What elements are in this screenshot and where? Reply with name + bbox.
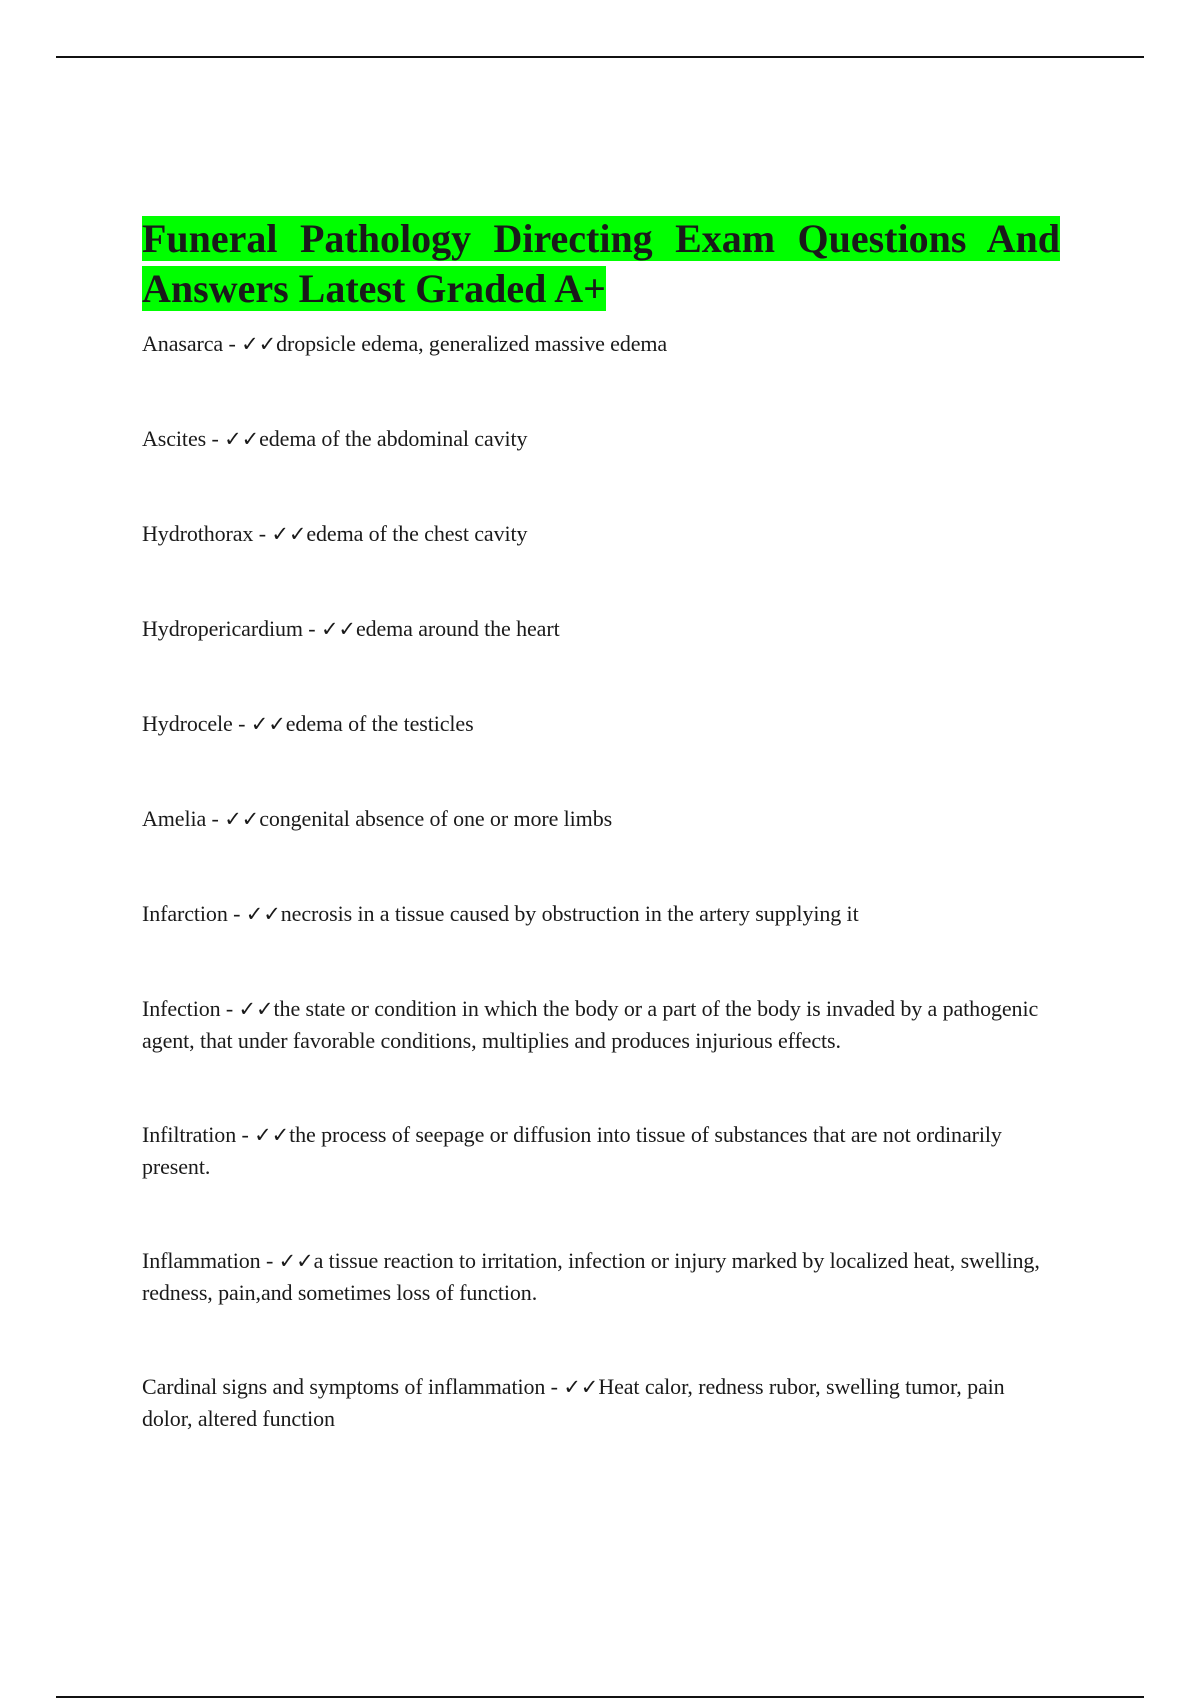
qa-definition: Heat calor, redness rubor, swelling tumor, pain dolor, altered function — [142, 1374, 1005, 1431]
qa-separator: - — [260, 1248, 279, 1273]
double-check-icon: ✓✓ — [245, 902, 281, 926]
double-check-icon: ✓✓ — [224, 427, 260, 451]
double-check-icon: ✓✓ — [563, 1375, 599, 1399]
qa-separator: - — [206, 806, 225, 831]
double-check-icon: ✓✓ — [250, 712, 286, 736]
qa-item — [142, 708, 1060, 740]
qa-term: Infection — [142, 996, 221, 1021]
qa-item — [142, 423, 1060, 455]
qa-term: Hydropericardium — [142, 616, 303, 641]
qa-separator: - — [232, 711, 251, 736]
qa-term: Anasarca — [142, 331, 224, 356]
qa-term: Amelia — [142, 806, 207, 831]
qa-separator: - — [302, 616, 321, 641]
top-rule — [56, 56, 1144, 58]
qa-item — [142, 518, 1060, 550]
qa-separator: - — [223, 331, 242, 356]
qa-item — [142, 328, 1060, 360]
double-check-icon: ✓✓ — [254, 1123, 290, 1147]
qa-definition: edema of the testicles — [285, 711, 474, 736]
document-title — [142, 214, 1060, 314]
qa-definition: edema around the heart — [355, 616, 560, 641]
document-body — [142, 214, 1060, 1497]
qa-term: Inflammation — [142, 1248, 261, 1273]
qa-item — [142, 1245, 1060, 1308]
qa-definition: edema of the chest cavity — [306, 521, 528, 546]
qa-term: Cardinal signs and symptoms of inflammation — [142, 1374, 546, 1399]
double-check-icon: ✓✓ — [241, 332, 277, 356]
qa-definition: the state or condition in which the body or a part of the body is invaded by a pathogenic agent, that under favorable conditions, multiplies and produces injurious effects. — [142, 996, 1039, 1053]
qa-separator: - — [227, 901, 246, 926]
qa-item — [142, 993, 1060, 1056]
double-check-icon: ✓✓ — [238, 997, 274, 1021]
qa-definition: edema of the abdominal cavity — [259, 426, 528, 451]
qa-separator: - — [253, 521, 272, 546]
double-check-icon: ✓✓ — [224, 807, 260, 831]
qa-list — [142, 328, 1060, 1434]
qa-item — [142, 1119, 1060, 1182]
qa-definition: a tissue reaction to irritation, infection or injury marked by localized heat, swelling, redness, pain,and sometimes loss of function. — [142, 1248, 1040, 1305]
qa-definition: congenital absence of one or more limbs — [259, 806, 613, 831]
title-highlight: Funeral Pathology Directing Exam Questions And Answers Latest Graded A+ — [142, 216, 1060, 311]
bottom-rule — [56, 1696, 1144, 1698]
qa-definition: the process of seepage or diffusion into tissue of substances that are not ordinarily present. — [142, 1122, 1002, 1179]
qa-term: Infarction — [142, 901, 228, 926]
qa-separator: - — [236, 1122, 255, 1147]
qa-term: Hydrothorax — [142, 521, 254, 546]
qa-separator: - — [545, 1374, 564, 1399]
double-check-icon: ✓✓ — [320, 617, 356, 641]
qa-term: Hydrocele — [142, 711, 233, 736]
qa-item — [142, 803, 1060, 835]
qa-term: Infiltration — [142, 1122, 237, 1147]
qa-definition: dropsicle edema, generalized massive edema — [276, 331, 668, 356]
qa-separator: - — [206, 426, 225, 451]
qa-item — [142, 613, 1060, 645]
double-check-icon: ✓✓ — [271, 522, 307, 546]
qa-item — [142, 898, 1060, 930]
qa-item — [142, 1371, 1060, 1434]
qa-definition: necrosis in a tissue caused by obstruction in the artery supplying it — [280, 901, 859, 926]
qa-separator: - — [220, 996, 239, 1021]
qa-term: Ascites — [142, 426, 207, 451]
double-check-icon: ✓✓ — [278, 1249, 314, 1273]
